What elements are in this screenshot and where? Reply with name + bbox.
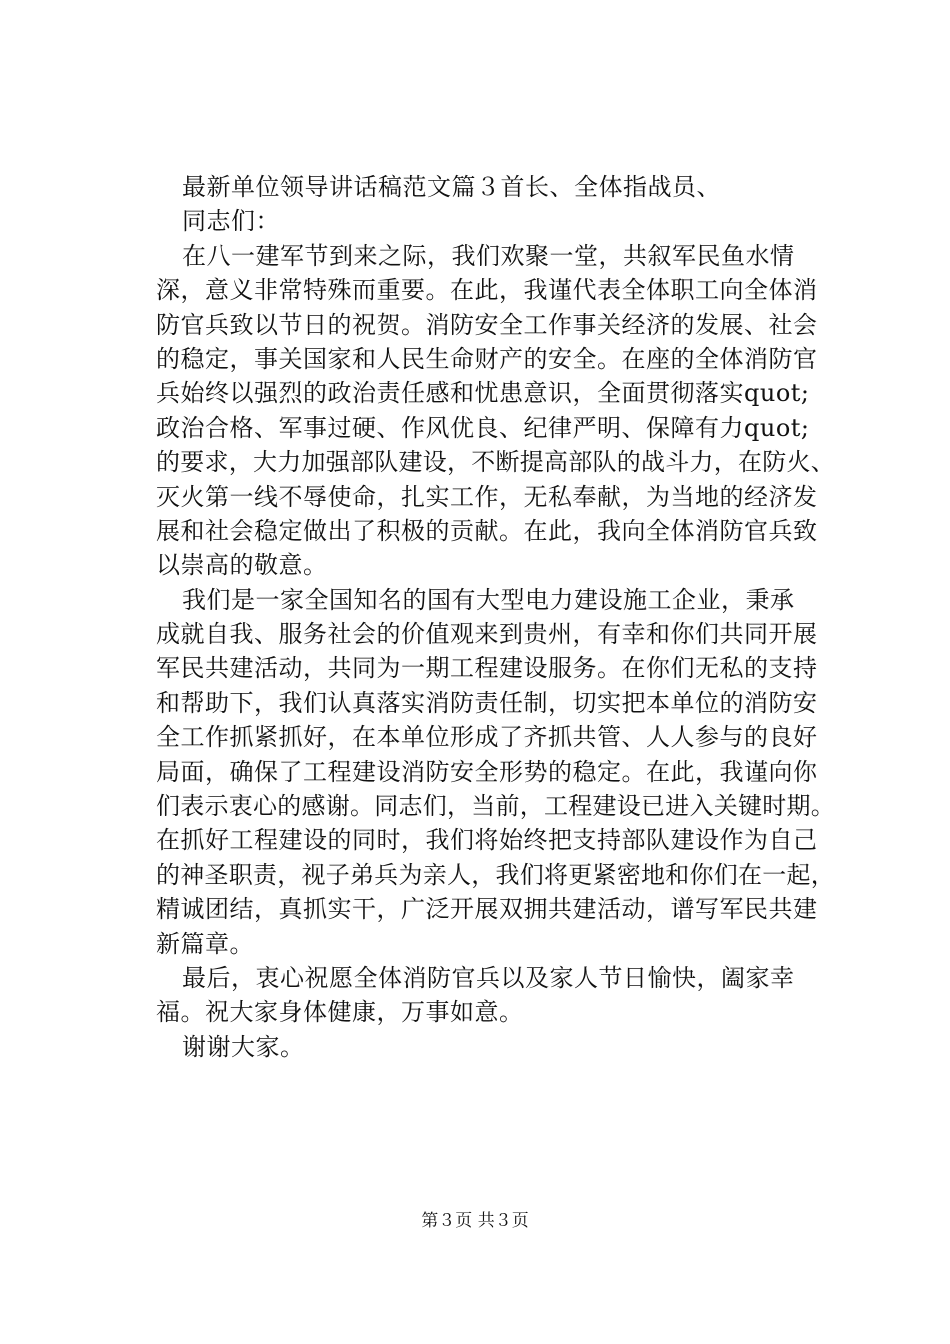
text-line: 最后，衷心祝愿全体消防官兵以及家人节日愉快，阖家幸 <box>182 963 795 992</box>
speech-body <box>156 170 836 1064</box>
text-line: 兵始终以强烈的政治责任感和忧患意识，全面贯彻落实quot; <box>156 379 810 408</box>
text-line: 政治合格、军事过硬、作风优良、纪律严明、保障有力quot; <box>156 413 810 442</box>
text-line: 展和社会稳定做出了积极的贡献。在此，我向全体消防官兵致 <box>156 516 818 545</box>
text-line: 新篇章。 <box>156 929 254 958</box>
text-line: 福。祝大家身体健康，万事如意。 <box>156 998 524 1027</box>
text-line: 最新单位领导讲话稿范文篇３首长、全体指战员、 <box>182 173 721 201</box>
text-line: 精诚团结，真抓实干，广泛开展双拥共建活动，谱写军民共建 <box>156 895 818 924</box>
text-line: 全工作抓紧抓好，在本单位形成了齐抓共管、人人参与的良好 <box>156 723 818 752</box>
text-line: 在八一建军节到来之际，我们欢聚一堂，共叙军民鱼水情 <box>182 241 795 270</box>
text-line: 成就自我、服务社会的价值观来到贵州，有幸和你们共同开展 <box>156 620 818 649</box>
text-line: 的稳定，事关国家和人民生命财产的安全。在座的全体消防官 <box>156 344 818 373</box>
text-line: 深，意义非常特殊而重要。在此，我谨代表全体职工向全体消 <box>156 276 818 305</box>
text-line: 同志们： <box>182 207 280 236</box>
text-line: 们表示衷心的感谢。同志们，当前，工程建设已进入关键时期。 <box>156 792 835 821</box>
text-line: 的要求，大力加强部队建设，不断提高部队的战斗力，在防火、 <box>156 448 835 477</box>
text-line: 以崇高的敬意。 <box>156 551 328 580</box>
text-line: 和帮助下，我们认真落实消防责任制，切实把本单位的消防安 <box>156 688 818 717</box>
text-line: 的神圣职责，视子弟兵为亲人，我们将更紧密地和你们在一起， <box>156 860 835 889</box>
text-line: 局面，确保了工程建设消防安全形势的稳定。在此，我谨向你 <box>156 757 818 786</box>
text-line: 灭火第一线不辱使命，扎实工作，无私奉献，为当地的经济发 <box>156 482 818 511</box>
text-line: 谢谢大家。 <box>182 1032 305 1061</box>
text-line: 在抓好工程建设的同时，我们将始终把支持部队建设作为自己 <box>156 826 818 855</box>
page-footer: 第３页 共３页 <box>421 1211 529 1231</box>
text-line: 军民共建活动，共同为一期工程建设服务。在你们无私的支持 <box>156 654 818 683</box>
text-line: 我们是一家全国知名的国有大型电力建设施工企业，秉承 <box>182 585 795 614</box>
text-line: 防官兵致以节日的祝贺。消防安全工作事关经济的发展、社会 <box>156 310 818 339</box>
